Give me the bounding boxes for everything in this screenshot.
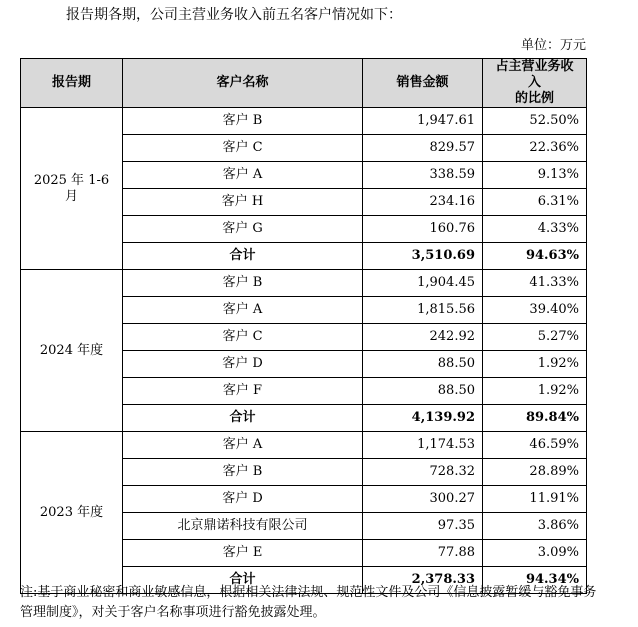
header-amount: 销售金额: [363, 59, 483, 108]
header-customer: 客户名称: [123, 59, 363, 108]
customer-name-cell: 北京鼎诺科技有限公司: [123, 513, 363, 540]
ratio-cell: 4.33%: [483, 216, 587, 243]
total-ratio-cell: 89.84%: [483, 405, 587, 432]
amount-cell: 234.16: [363, 189, 483, 216]
amount-cell: 88.50: [363, 378, 483, 405]
intro-text: 报告期各期，公司主营业务收入前五名客户情况如下：: [66, 7, 402, 23]
customer-name-cell: 客户 E: [123, 540, 363, 567]
table-header-row: [21, 59, 587, 108]
amount-cell: 1,174.53: [363, 432, 483, 459]
ratio-cell: 6.31%: [483, 189, 587, 216]
amount-cell: 728.32: [363, 459, 483, 486]
ratio-cell: 1.92%: [483, 351, 587, 378]
customer-name-cell: 客户 G: [123, 216, 363, 243]
amount-cell: 97.35: [363, 513, 483, 540]
total-amount-cell: 3,510.69: [363, 243, 483, 270]
ratio-cell: 1.92%: [483, 378, 587, 405]
amount-cell: 1,947.61: [363, 108, 483, 135]
amount-cell: 338.59: [363, 162, 483, 189]
header-ratio: [483, 59, 587, 108]
header-ratio-line1: 占主营业务收入: [495, 59, 574, 90]
customer-name-cell: 客户 F: [123, 378, 363, 405]
table-row: [21, 270, 587, 297]
customer-name-cell: 客户 B: [123, 459, 363, 486]
ratio-cell: 3.09%: [483, 540, 587, 567]
amount-cell: 88.50: [363, 351, 483, 378]
period-cell: 2025 年 1-6 月: [21, 108, 123, 270]
amount-cell: 160.76: [363, 216, 483, 243]
total-label-cell: 合计: [123, 567, 363, 594]
header-period: 报告期: [21, 59, 123, 108]
amount-cell: 300.27: [363, 486, 483, 513]
amount-cell: 829.57: [363, 135, 483, 162]
amount-cell: 77.88: [363, 540, 483, 567]
amount-cell: 1,904.45: [363, 270, 483, 297]
customer-name-cell: 客户 A: [123, 432, 363, 459]
ratio-cell: 11.91%: [483, 486, 587, 513]
customer-name-cell: 客户 B: [123, 270, 363, 297]
amount-cell: 242.92: [363, 324, 483, 351]
period-cell: 2024 年度: [21, 270, 123, 432]
table-row: [21, 108, 587, 135]
customer-name-cell: 客户 D: [123, 486, 363, 513]
amount-cell: 1,815.56: [363, 297, 483, 324]
total-label-cell: 合计: [123, 243, 363, 270]
ratio-cell: 5.27%: [483, 324, 587, 351]
ratio-cell: 22.36%: [483, 135, 587, 162]
unit-label: 单位：万元: [520, 38, 586, 53]
ratio-cell: 41.33%: [483, 270, 587, 297]
ratio-cell: 46.59%: [483, 432, 587, 459]
top-customers-table: [20, 58, 587, 594]
footnote: 注:基于商业秘密和商业敏感信息，根据相关法律法规、规范性文件及公司《信息披露暂缓与豁免事务管理制度》，对关于客户名称事项进行豁免披露处理。: [20, 585, 597, 620]
ratio-cell: 28.89%: [483, 459, 587, 486]
ratio-cell: 9.13%: [483, 162, 587, 189]
customer-name-cell: 客户 A: [123, 162, 363, 189]
customer-name-cell: 客户 C: [123, 324, 363, 351]
total-ratio-cell: 94.34%: [483, 567, 587, 594]
customer-name-cell: 客户 A: [123, 297, 363, 324]
period-cell: 2023 年度: [21, 432, 123, 594]
customer-name-cell: 客户 C: [123, 135, 363, 162]
table-row: [21, 432, 587, 459]
total-label-cell: 合计: [123, 405, 363, 432]
ratio-cell: 52.50%: [483, 108, 587, 135]
customer-name-cell: 客户 H: [123, 189, 363, 216]
total-ratio-cell: 94.63%: [483, 243, 587, 270]
ratio-cell: 3.86%: [483, 513, 587, 540]
customer-name-cell: 客户 D: [123, 351, 363, 378]
ratio-cell: 39.40%: [483, 297, 587, 324]
header-ratio-line2: 的比例: [514, 91, 554, 106]
customer-name-cell: 客户 B: [123, 108, 363, 135]
total-amount-cell: 4,139.92: [363, 405, 483, 432]
total-amount-cell: 2,378.33: [363, 567, 483, 594]
